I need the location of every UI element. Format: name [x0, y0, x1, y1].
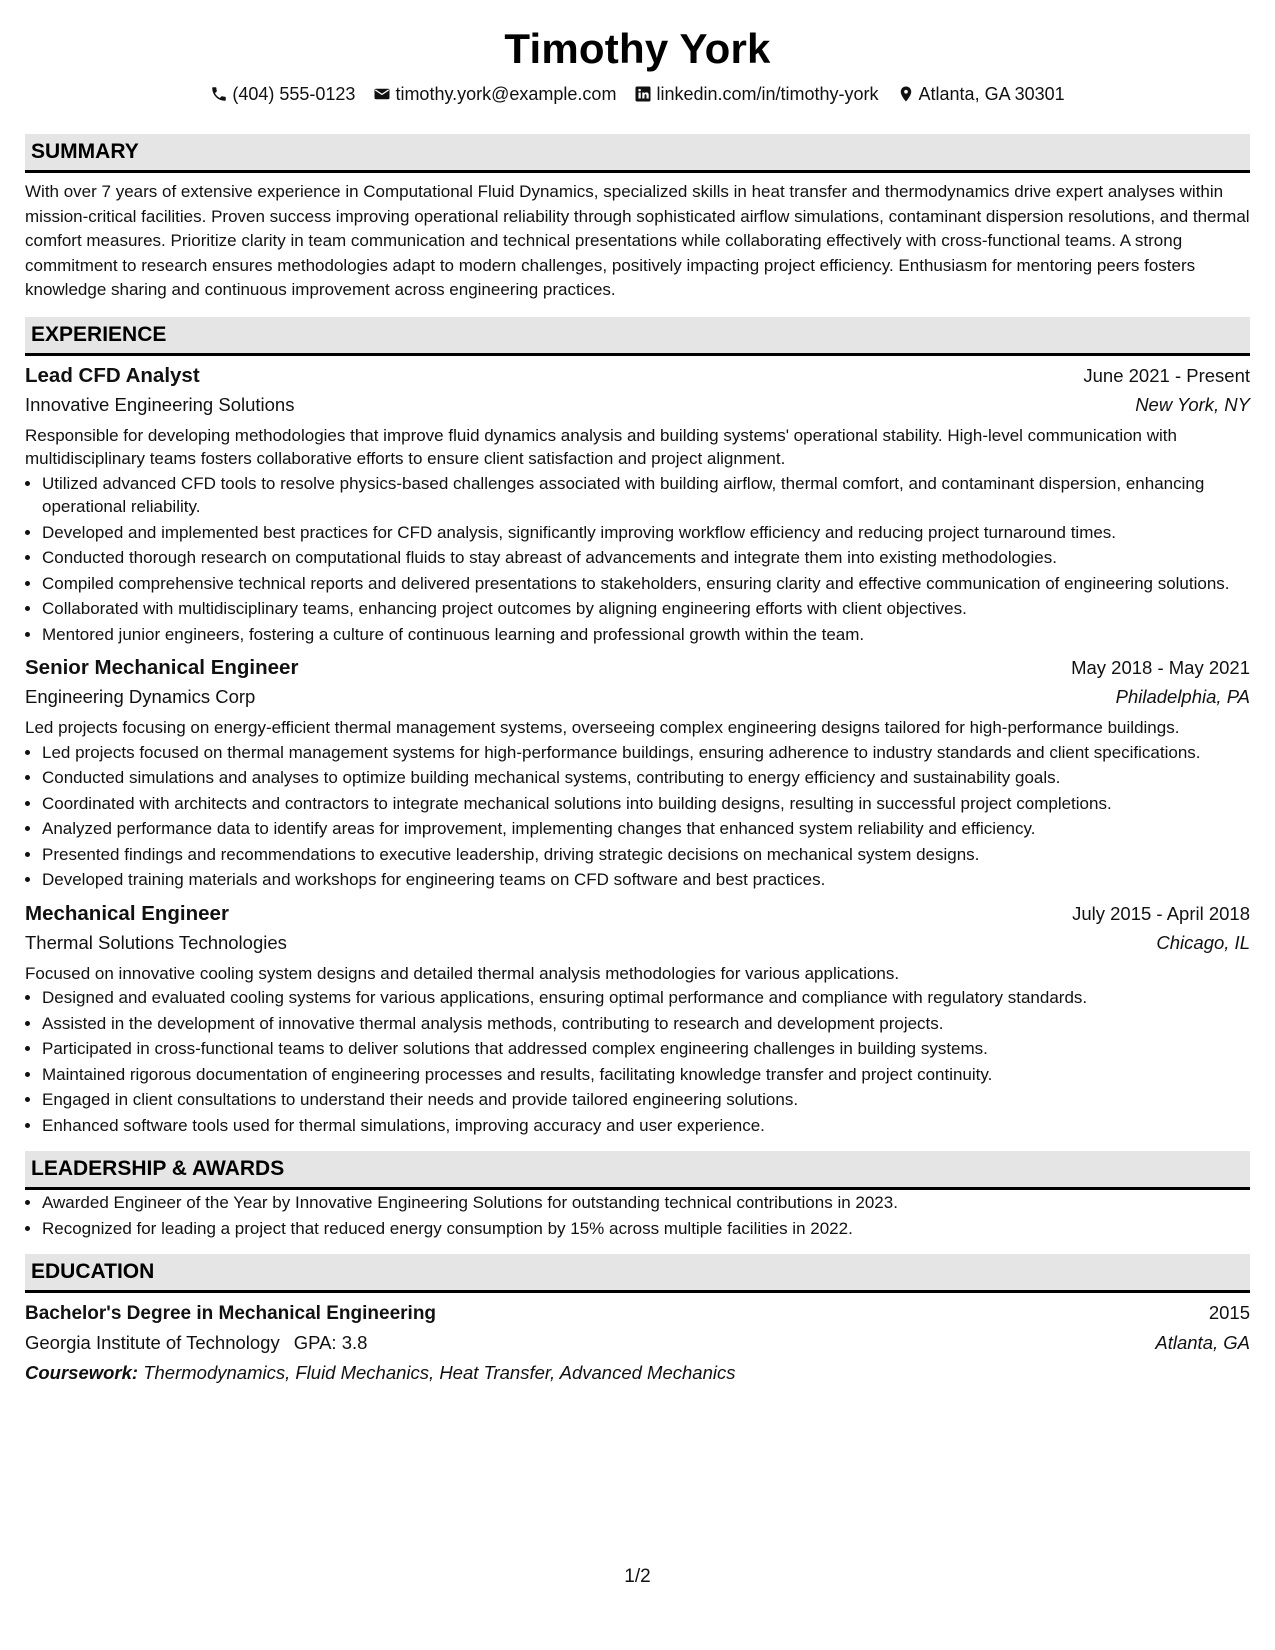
job-bullet: • Utilized advanced CFD tools to resolve physics-based challenges associated with building airflow, thermal comfort, and contaminant dispersion, enhancing operational reliability. — [42, 472, 1250, 519]
job-bullet: • Presented findings and recommendations to executive leadership, driving strategic decisions on mechanical system designs. — [42, 843, 1250, 867]
job-entry — [25, 362, 1250, 647]
school-location: Atlanta, GA — [1155, 1332, 1250, 1354]
school-info — [25, 1328, 367, 1358]
email-address[interactable]: timothy.york@example.com — [395, 84, 617, 104]
job-bullets — [25, 741, 1250, 892]
job-description: Focused on innovative cooling system designs and detailed thermal analysis methodologies for various applications. — [25, 963, 900, 983]
graduation-year: 2015 — [1208, 1302, 1250, 1324]
linkedin-url[interactable]: linkedin.com/in/timothy-york — [656, 84, 879, 104]
education-heading: EDUCATION — [25, 1254, 1250, 1293]
envelope-icon — [373, 85, 391, 103]
company-name: Thermal Solutions Technologies — [25, 931, 287, 953]
summary-text: With over 7 years of extensive experience in Computational Fluid Dynamics, specialized skills in heat transfer and thermodynamics drive expert analyses within mission-critical facilities. Proven success improving operational reliability through sophisticated airflow simulations, contaminant dispersion resolutions, and thermal comfort measures. Prioritize clarity in team communication and technical presentations while collaborating effectively with cross-functional teams. A strong commitment to research ensures methodologies adapt to modern challenges, positively impacting project efficiency. Enthusiasm for mentoring peers fosters knowledge sharing and continuous improvement across engineering practices. — [25, 182, 1250, 300]
school-name: Georgia Institute of Technology — [25, 1332, 280, 1354]
candidate-name: Timothy York — [504, 25, 771, 72]
coursework — [25, 1358, 1250, 1388]
gpa: GPA: 3.8 — [293, 1332, 368, 1354]
linkedin-icon — [634, 85, 652, 103]
job-bullet: • Assisted in the development of innovative thermal analysis methods, contributing to research and development projects. — [42, 1012, 1250, 1036]
education-entry — [25, 1299, 1250, 1388]
job-entry — [25, 654, 1250, 892]
job-bullet: • Developed training materials and workshops for engineering teams on CFD software and best practices. — [42, 868, 1250, 892]
job-description: Led projects focusing on energy-efficient thermal management systems, overseeing complex engineering designs tailored for high-performance buildings. — [25, 718, 1180, 738]
job-location: New York, NY — [1135, 393, 1250, 415]
coursework-list: Thermodynamics, Fluid Mechanics, Heat Transfer, Advanced Mechanics — [143, 1362, 736, 1384]
job-dates: July 2015 - April 2018 — [1072, 902, 1250, 924]
job-title: Lead CFD Analyst — [25, 363, 200, 387]
job-bullet: • Designed and evaluated cooling systems for various applications, ensuring optimal performance and compliance with regulatory standards. — [42, 986, 1250, 1010]
page-number: 1/2 — [624, 1566, 651, 1587]
job-bullet: • Collaborated with multidisciplinary teams, enhancing project outcomes by aligning engineering efforts with client objectives. — [42, 597, 1250, 621]
contact-linkedin[interactable] — [634, 82, 878, 106]
award-item: • Awarded Engineer of the Year by Innovative Engineering Solutions for outstanding technical contributions in 2023. — [42, 1191, 1250, 1215]
resume-content — [25, 0, 1250, 1388]
company-name: Engineering Dynamics Corp — [25, 686, 256, 708]
contact-location — [897, 82, 1065, 106]
job-bullet: • Maintained rigorous documentation of engineering processes and results, facilitating knowledge transfer and project continuity. — [42, 1063, 1250, 1087]
job-bullets — [25, 986, 1250, 1137]
job-bullet: • Coordinated with architects and contractors to integrate mechanical solutions into building designs, resulting in successful project completions. — [42, 792, 1250, 816]
map-pin-icon — [897, 85, 915, 103]
job-bullet: • Conducted thorough research on computational fluids to stay abreast of advancements and integrate them into existing methodologies. — [42, 546, 1250, 570]
job-dates: May 2018 - May 2021 — [1071, 657, 1250, 679]
job-bullet: • Developed and implemented best practices for CFD analysis, significantly improving workflow efficiency and reducing project turnaround times. — [42, 521, 1250, 545]
job-location: Chicago, IL — [1156, 931, 1250, 953]
job-location: Philadelphia, PA — [1115, 686, 1250, 708]
job-bullet: • Engaged in client consultations to understand their needs and provide tailored engineering solutions. — [42, 1088, 1250, 1112]
contact-bar — [25, 82, 1250, 106]
job-title: Mechanical Engineer — [25, 901, 229, 925]
job-bullet: • Compiled comprehensive technical reports and delivered presentations to stakeholders, ensuring clarity and effective communication of engineering solutions. — [42, 572, 1250, 596]
contact-phone — [210, 82, 355, 106]
job-bullet: • Mentored junior engineers, fostering a culture of continuous learning and professional growth within the team. — [42, 623, 1250, 647]
job-bullet: • Conducted simulations and analyses to optimize building mechanical systems, contributing to energy efficiency and sustainability goals. — [42, 766, 1250, 790]
job-entry — [25, 900, 1250, 1138]
company-name: Innovative Engineering Solutions — [25, 393, 295, 415]
contact-email[interactable] — [373, 82, 616, 106]
leadership-heading: LEADERSHIP & AWARDS — [25, 1151, 1250, 1190]
job-bullets — [25, 472, 1250, 647]
job-title: Senior Mechanical Engineer — [25, 656, 299, 680]
phone-icon — [210, 85, 228, 103]
award-item: • Recognized for leading a project that reduced energy consumption by 15% across multiple facilities in 2022. — [42, 1217, 1250, 1241]
job-description: Responsible for developing methodologies that improve fluid dynamics analysis and building systems' operational stability. High-level communication with multidisciplinary teams fosters collaborative efforts to ensure client satisfaction and project alignment. — [25, 425, 1177, 469]
summary-heading: SUMMARY — [25, 134, 1250, 173]
job-bullet: • Analyzed performance data to identify areas for improvement, implementing changes that enhanced system reliability and efficiency. — [42, 817, 1250, 841]
job-bullet: • Led projects focused on thermal management systems for high-performance buildings, ensuring adherence to industry standards and client specifications. — [42, 741, 1250, 765]
job-bullet: • Participated in cross-functional teams to deliver solutions that addressed complex engineering challenges in building systems. — [42, 1037, 1250, 1061]
experience-heading: EXPERIENCE — [25, 317, 1250, 356]
degree-title: Bachelor's Degree in Mechanical Engineering — [25, 1303, 437, 1325]
location-text: Atlanta, GA 30301 — [918, 84, 1065, 104]
job-bullet: • Enhanced software tools used for thermal simulations, improving accuracy and user experience. — [42, 1114, 1250, 1138]
awards-list — [25, 1191, 1250, 1240]
coursework-label: Coursework: — [25, 1362, 139, 1384]
phone-number: (404) 555-0123 — [232, 84, 356, 104]
job-dates: June 2021 - Present — [1083, 364, 1250, 386]
